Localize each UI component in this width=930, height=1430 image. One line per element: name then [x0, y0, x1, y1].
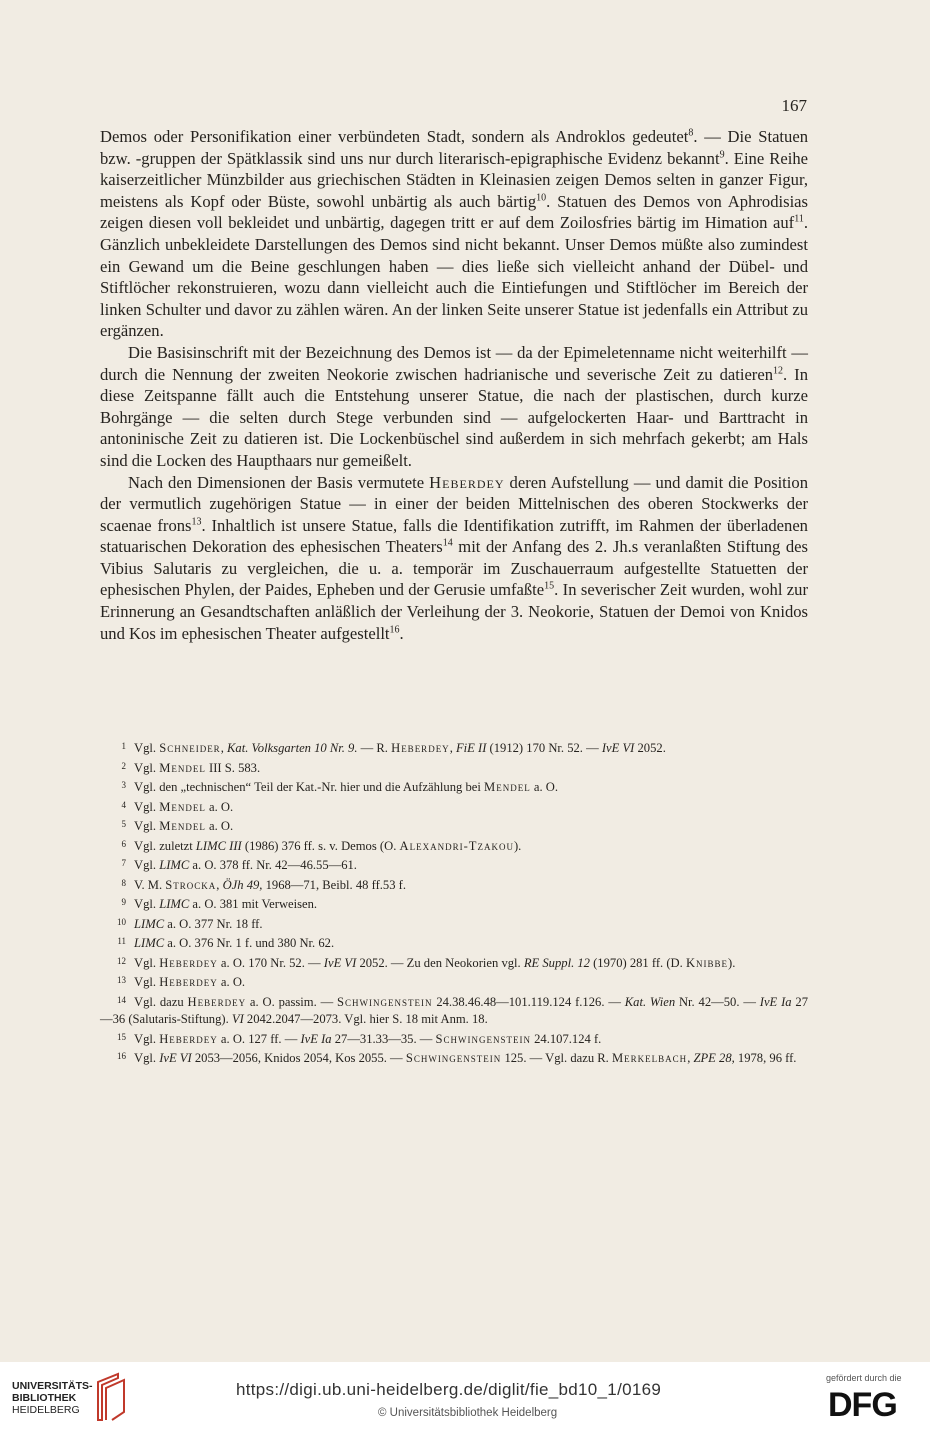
- footnote-number: 7: [121, 858, 126, 868]
- footnote-ref: 9: [719, 149, 725, 161]
- author-name: Heberdey: [187, 994, 247, 1009]
- text-run: Vgl. den „technischen“ Teil der Kat.-Nr. hier und die Aufzählung bei: [134, 780, 484, 794]
- citation-title: LIMC: [134, 916, 165, 931]
- library-logo-line1: UNIVERSITÄTS-: [12, 1380, 93, 1392]
- text-run: 2052.: [634, 741, 666, 755]
- author-name: Schwingenstein: [435, 1031, 531, 1046]
- footnote-number: 3: [121, 780, 126, 790]
- author-name: Heberdey: [159, 955, 218, 970]
- footnote: [100, 758, 808, 778]
- citation-title: LIMC III: [195, 838, 242, 853]
- library-logo: [12, 1380, 93, 1416]
- text-run: Vgl.: [134, 799, 160, 814]
- footnote: [100, 797, 808, 817]
- footnote-ref: 11: [794, 213, 804, 225]
- footnote: [100, 875, 808, 895]
- citation-title: IvE VI: [323, 955, 357, 970]
- text-run: 24.107.124 f.: [530, 1031, 602, 1046]
- text-run: Vgl.: [134, 819, 160, 833]
- footnote: [100, 972, 808, 992]
- citation-title: LIMC: [159, 897, 190, 911]
- author-name: Alexandri-Tzakou: [399, 838, 514, 853]
- text-run: Die Basisinschrift mit der Bezeichnung des Demos ist — da der Epimeletenname nicht weiterhilft — durch die Nennung der zweiten Neokorie zwischen hadrianische und severische Zeit zu datieren: [100, 342, 808, 384]
- author-name: Schwingenstein: [405, 1051, 502, 1065]
- text-run: (1912) 170 Nr. 52. —: [486, 741, 602, 755]
- footnote-number: 13: [117, 975, 126, 985]
- text-run: ,: [216, 877, 223, 892]
- footnote-ref: 13: [191, 516, 202, 528]
- author-name: Heberdey: [391, 741, 450, 755]
- author-name: Merkelbach: [611, 1051, 688, 1065]
- footnote: [100, 738, 808, 758]
- text-run: 2042.2047—2073. Vgl. hier S. 18 mit Anm. 18.: [243, 1012, 488, 1026]
- author-name: Schwingenstein: [337, 994, 433, 1009]
- footnote-number: 4: [121, 799, 126, 810]
- text-run: Demos oder Personifikation einer verbündeten Stadt, sondern als Androklos gedeutet: [100, 127, 689, 146]
- citation-title: IvE VI: [159, 1051, 192, 1065]
- text-run: a. O.: [530, 780, 558, 794]
- paragraph-3: [100, 472, 808, 645]
- citation-title: LIMC: [159, 858, 190, 872]
- text-run: .: [399, 623, 404, 643]
- text-run: a. O. 127 ff. —: [217, 1031, 301, 1046]
- footnote-number: 16: [117, 1051, 126, 1061]
- text-run: Vgl.: [134, 741, 160, 755]
- author-name: Heberdey: [159, 1031, 218, 1046]
- text-run: a. O. passim. —: [246, 994, 337, 1009]
- text-run: ).: [728, 955, 736, 970]
- footnote: [100, 953, 808, 973]
- text-run: — R.: [357, 741, 392, 755]
- author-name: Mendel: [159, 799, 206, 814]
- footnote: [100, 836, 808, 856]
- text-run: Vgl.: [134, 1031, 160, 1046]
- text-run: a. O.: [205, 799, 234, 814]
- author-name: Mendel: [484, 780, 531, 794]
- footnote: [100, 816, 808, 836]
- dfg-logo: DFG: [828, 1386, 897, 1424]
- citation-title: LIMC: [134, 936, 165, 950]
- text-run: Vgl.: [134, 975, 160, 989]
- paragraph-1: [100, 126, 808, 342]
- footer-bar: [0, 1362, 930, 1430]
- footnote-number: 8: [121, 877, 126, 888]
- text-run: III S. 583.: [205, 760, 261, 775]
- page-number: 167: [781, 96, 807, 115]
- footnote-number: 1: [121, 741, 126, 751]
- citation-title: RE Suppl. 12: [523, 955, 590, 970]
- footnote-ref: 14: [442, 537, 453, 549]
- citation-title: FiE II: [455, 741, 487, 755]
- footnote-number: 9: [121, 897, 126, 907]
- footnote: [100, 933, 808, 953]
- footnote-ref: 8: [688, 127, 694, 139]
- author-name: Heberdey: [159, 975, 218, 989]
- footnote-number: 14: [117, 994, 126, 1005]
- footnote: [100, 1029, 808, 1049]
- citation-title: Kat. Volksgarten 10 Nr. 9.: [227, 741, 358, 755]
- citation-title: VI: [231, 1012, 244, 1026]
- library-logo-line3: HEIDELBERG: [12, 1404, 80, 1416]
- footnote-ref: 12: [773, 365, 783, 376]
- paragraph-2: [100, 342, 808, 472]
- footnote-ref: 16: [389, 624, 400, 636]
- author-name: Strocka: [165, 877, 217, 892]
- footnote-number: 11: [117, 936, 126, 946]
- text-run: V. M.: [134, 877, 166, 892]
- text-run: 27—31.33—35. —: [331, 1031, 436, 1046]
- citation-title: ÖJh 49,: [222, 877, 263, 892]
- footnotes: [100, 738, 808, 1068]
- text-run: ).: [513, 838, 522, 853]
- copyright-text: © Universitätsbibliothek Heidelberg: [378, 1407, 558, 1419]
- footnote-number: 12: [117, 955, 126, 966]
- text-run: 1968—71, Beibl. 48 ff.53 f.: [262, 877, 406, 892]
- text-run: . Inhaltlich ist unsere Statue, falls die Identifikation zutrifft, im Rahmen der überladenen statuarischen Dekoration des ephesischen Theaters: [100, 515, 808, 557]
- footnote: [100, 1048, 808, 1068]
- text-run: a. O. 170 Nr. 52. —: [217, 955, 324, 970]
- text-run: Vgl. zuletzt: [134, 838, 196, 853]
- text-run: 2052. — Zu den Neokorien vgl.: [356, 955, 524, 970]
- citation-title: IvE Ia: [759, 994, 792, 1009]
- text-run: a. O. 381 mit Verweisen.: [189, 897, 318, 911]
- author-name: Mendel: [159, 819, 206, 833]
- author-name: Heberdey: [429, 472, 505, 492]
- text-run: (1986) 376 ff. s. v. Demos (O.: [241, 838, 400, 853]
- footnote: [100, 914, 808, 934]
- citation-title: Kat. Wien: [624, 994, 676, 1009]
- text-run: 24.38.46.48—101.119.124 f.126. —: [432, 994, 625, 1009]
- text-run: 1978, 96 ff.: [734, 1051, 797, 1065]
- citation-title: ZPE 28,: [693, 1051, 735, 1065]
- citation-title: IvE Ia: [300, 1031, 332, 1046]
- text-run: (1970) 281 ff. (D.: [589, 955, 686, 970]
- text-run: a. O.: [217, 975, 246, 989]
- funder-label: gefördert durch die: [826, 1373, 902, 1383]
- footnote: [100, 992, 808, 1029]
- text-run: Nr. 42—50. —: [675, 994, 760, 1009]
- text-run: Vgl. dazu: [134, 994, 188, 1009]
- citation-title: IvE VI: [601, 741, 635, 755]
- footnote-ref: 10: [536, 192, 547, 204]
- text-run: Vgl.: [134, 858, 160, 872]
- text-run: 2053—2056, Knidos 2054, Kos 2055. —: [191, 1051, 406, 1065]
- text-run: Vgl.: [134, 760, 160, 775]
- footnote-number: 2: [121, 760, 126, 771]
- text-run: . Statuen des Demos von Aphrodisias zeigen diesen voll bekleidet und unbärtig, dagegen tritt er auf dem Zoilosfries bärtig im Himation auf: [100, 191, 809, 233]
- text-run: Vgl.: [134, 1051, 160, 1065]
- text-run: ,: [220, 741, 227, 755]
- text-run: . In severischer Zeit wurden, wohl zur Erinnerung an Gesandtschaften anläßlich der Verleihung der 3. Neokorie, Statuen der Demoi von Knidos und Kos im ephesischen Theater aufgestellt: [100, 580, 808, 643]
- footnote-number: 5: [121, 819, 126, 829]
- text-run: a. O. 378 ff. Nr. 42—46.55—61.: [189, 858, 357, 872]
- text-run: mit der Anfang des 2. Jh.s veranlaßten Stiftung des Vibius Salutaris zu vergleichen, die u. a. temporär im Zuschauerraum aufgestellte Statuetten der ephesischen Phylen, der Paides, Epheben und der Gerusie umfaßte: [100, 537, 808, 600]
- text-run: deren Aufstellung — und damit die Position der vermutlich zugehörigen Statue — in einer der beiden Mittelnischen des oberen Stockwerks der scaenae frons: [100, 472, 808, 535]
- text-run: . Eine Reihe kaiserzeitlicher Münzbilder aus griechischen Städten in Kleinasien zeigen Demos selten in ganzer Figur, meistens als Kopf oder Büste, sowohl unbärtig als auch bärtig: [100, 148, 808, 211]
- text-run: . In diese Zeitspanne fällt auch die Entstehung unserer Statue, die nach der plastischen, durch kurze Bohrgänge — die selten durch Stege verbunden sind — aufgelockerten Haar- und Barttracht in antoninische Zeit zu datieren ist. Die Lockenbüschel sind außerdem in sich mehrfach gekerbt; am Hals sind die Locken des Haupthaars nur gemeißelt.: [100, 364, 808, 470]
- body-text: [100, 126, 808, 644]
- text-run: Nach den Dimensionen der Basis vermutete: [128, 472, 430, 492]
- document-url-link[interactable]: https://digi.ub.uni-heidelberg.de/diglit/fie_bd10_1/0169: [236, 1380, 662, 1399]
- author-name: Knibbe: [685, 955, 729, 970]
- text-run: . — Die Statuen bzw. -gruppen der Spätklassik sind uns nur durch literarisch-epigraphische Evidenz bekannt: [100, 127, 809, 168]
- author-name: Schneider: [159, 741, 221, 755]
- footnote: [100, 894, 808, 914]
- footnote: [100, 777, 808, 797]
- library-logo-line2: BIBLIOTHEK: [12, 1392, 77, 1404]
- text-run: ,: [687, 1051, 694, 1065]
- text-run: a. O. 376 Nr. 1 f. und 380 Nr. 62.: [164, 936, 335, 950]
- library-mark-icon: [94, 1372, 128, 1422]
- text-run: . Gänzlich unbekleidete Darstellungen des Demos sind nicht bekannt. Unser Demos müßte also zumindest ein Gewand um die Beine geschlungen haben — dies ließe sich vielleicht anhand der Dübel- und Stiftlöcher rekonstruieren, wozu dann vielleicht auch die Eintiefungen und Stiftlöcher im Bereich der linken Schulter und davor zu zählen wären. An der linken Seite unserer Statue ist jedenfalls ein Attribut zu ergänzen.: [100, 213, 808, 341]
- text-run: ,: [449, 741, 456, 755]
- text-run: Vgl.: [134, 897, 160, 911]
- author-name: Mendel: [159, 760, 206, 775]
- text-run: 27—36 (Salutaris-Stiftung).: [100, 994, 808, 1026]
- footnote-number: 6: [121, 838, 126, 849]
- text-run: a. O.: [205, 819, 234, 833]
- text-run: a. O. 377 Nr. 18 ff.: [164, 916, 263, 931]
- footnote-number: 10: [117, 916, 126, 927]
- footnote-number: 15: [117, 1031, 126, 1042]
- text-run: 125. — Vgl. dazu R.: [501, 1051, 612, 1065]
- footnote: [100, 855, 808, 875]
- text-run: Vgl.: [134, 955, 160, 970]
- footnote-ref: 15: [544, 580, 555, 592]
